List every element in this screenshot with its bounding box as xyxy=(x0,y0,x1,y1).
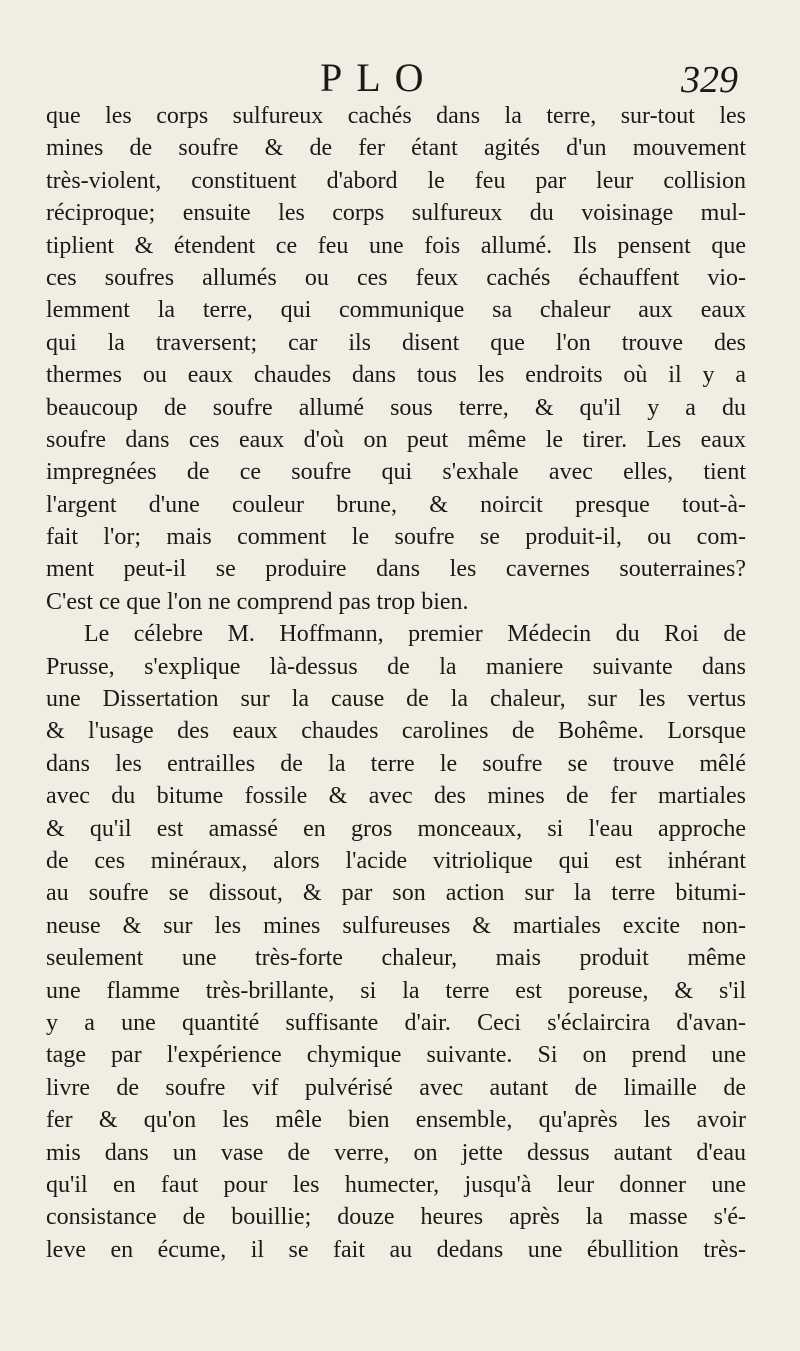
text-line: qu'il en faut pour les humecter, jusqu'à leur donner une xyxy=(46,1171,746,1198)
text-line: dans les entrailles de la terre le soufre se trouve mêlé xyxy=(46,750,746,777)
text-line: avec du bitume fossile & avec des mines de fer martiales xyxy=(46,783,746,810)
text-line: mines de soufre & de fer étant agités d'un mouvement xyxy=(46,135,746,162)
text-line: l'argent d'une couleur brune, & noircit presque tout-à- xyxy=(46,491,746,518)
text-line: neuse & sur les mines sulfureuses & martiales excite non- xyxy=(46,912,746,939)
page-number: 329 xyxy=(681,59,738,101)
text-line: fait l'or; mais comment le soufre se produit-il, ou com- xyxy=(46,524,746,551)
running-head-title: PLO xyxy=(320,55,438,100)
body-text xyxy=(46,100,746,1266)
text-line: & l'usage des eaux chaudes carolines de Bohême. Lorsque xyxy=(46,718,746,745)
running-head xyxy=(0,56,800,100)
text-line: Prusse, s'explique là-dessus de la maniere suivante dans xyxy=(46,653,746,680)
text-line: lemment la terre, qui communique sa chaleur aux eaux xyxy=(46,297,746,324)
text-line: ment peut-il se produire dans les cavernes souterraines? xyxy=(46,556,746,583)
text-line: ces soufres allumés ou ces feux cachés échauffent vio- xyxy=(46,264,746,291)
text-line: de ces minéraux, alors l'acide vitriolique qui est inhérant xyxy=(46,847,746,874)
text-line: que les corps sulfureux cachés dans la terre, sur-tout les xyxy=(46,103,746,129)
text-line: réciproque; ensuite les corps sulfureux du voisinage mul- xyxy=(46,200,746,227)
text-line: une Dissertation sur la cause de la chaleur, sur les vertus xyxy=(46,686,746,713)
text-line: tiplient & étendent ce feu une fois allumé. Ils pensent que xyxy=(46,232,746,259)
text-line: impregnées de ce soufre qui s'exhale avec elles, tient xyxy=(46,459,746,486)
text-line: & qu'il est amassé en gros monceaux, si l'eau approche xyxy=(46,815,746,842)
text-line: soufre dans ces eaux d'où on peut même le tirer. Les eaux xyxy=(46,426,746,453)
paragraph-start-line: Le célebre M. Hoffmann, premier Médecin du Roi de xyxy=(84,621,746,648)
text-line: consistance de bouillie; douze heures après la masse s'é- xyxy=(46,1204,746,1231)
text-line: fer & qu'on les mêle bien ensemble, qu'après les avoir xyxy=(46,1107,746,1134)
text-line: une flamme très-brillante, si la terre est poreuse, & s'il xyxy=(46,977,746,1004)
text-line: très-violent, constituent d'abord le feu par leur collision xyxy=(46,167,746,194)
text-line: livre de soufre vif pulvérisé avec autant de limaille de xyxy=(46,1074,746,1101)
paragraph-end-line: C'est ce que l'on ne comprend pas trop bien. xyxy=(46,588,469,615)
text-line: tage par l'expérience chymique suivante. Si on prend une xyxy=(46,1042,746,1069)
text-line: beaucoup de soufre allumé sous terre, & qu'il y a du xyxy=(46,394,746,421)
text-line: qui la traversent; car ils disent que l'on trouve des xyxy=(46,329,746,356)
text-line: leve en écume, il se fait au dedans une ébullition très- xyxy=(46,1236,746,1263)
text-line: seulement une très-forte chaleur, mais produit même xyxy=(46,945,746,972)
text-line: au soufre se dissout, & par son action sur la terre bitumi- xyxy=(46,880,746,907)
text-line: mis dans un vase de verre, on jette dessus autant d'eau xyxy=(46,1139,746,1166)
text-line: y a une quantité suffisante d'air. Ceci s'éclaircira d'avan- xyxy=(46,1009,746,1036)
text-line: thermes ou eaux chaudes dans tous les endroits où il y a xyxy=(46,362,746,389)
